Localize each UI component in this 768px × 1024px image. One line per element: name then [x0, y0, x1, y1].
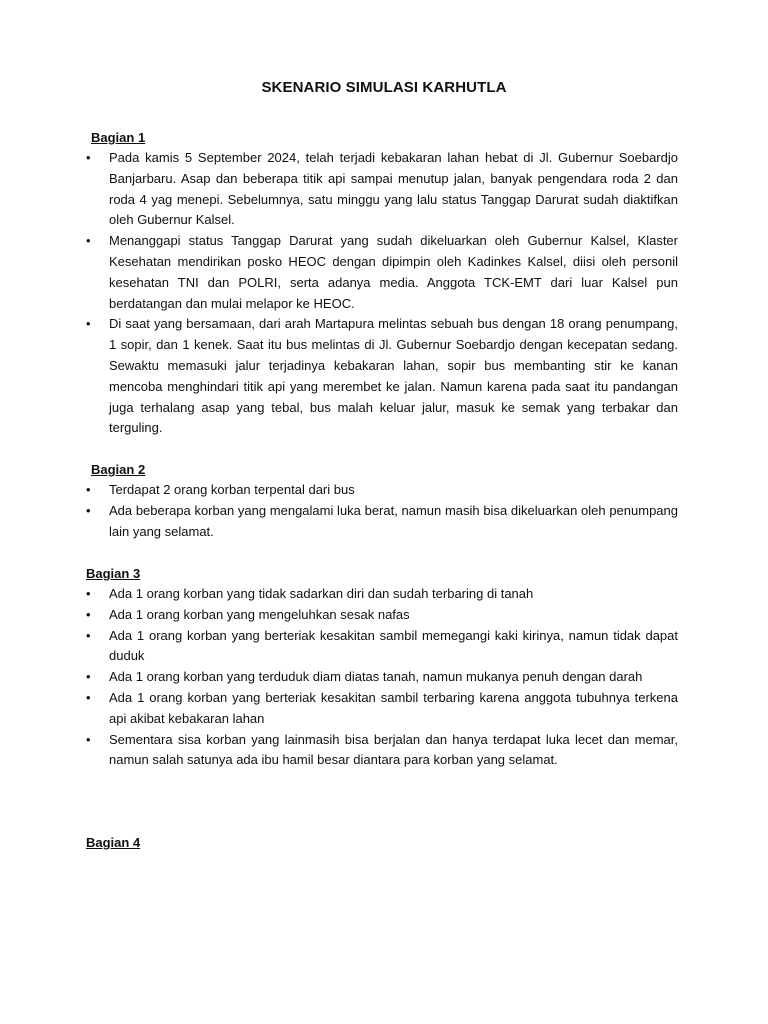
bullet-icon: • [86, 150, 91, 165]
bullet-list [86, 584, 678, 771]
list-item [86, 231, 678, 314]
list-item-text: Ada beberapa korban yang mengalami luka berat, namun masih bisa dikeluarkan oleh penumpang lain yang selamat. [109, 502, 678, 539]
bullet-icon: • [86, 233, 91, 249]
bullet-icon: • [86, 482, 91, 497]
bullet-icon: • [86, 502, 91, 518]
bullet-icon: • [86, 627, 91, 643]
bullet-icon: • [86, 731, 91, 747]
list-item [86, 480, 678, 501]
list-item [86, 148, 678, 231]
list-item-text: Terdapat 2 orang korban terpental dari bus [109, 482, 355, 497]
list-item-text: Ada 1 orang korban yang mengeluhkan sesak nafas [109, 606, 410, 622]
list-item-text: Sementara sisa korban yang lainmasih bisa berjalan dan hanya terdapat luka lecet dan memar, namun salah satunya ada ibu hamil besar diantara para korban yang selamat. [109, 731, 678, 768]
document-title: SKENARIO SIMULASI KARHUTLA [261, 79, 507, 96]
list-item [86, 730, 678, 772]
list-item [86, 314, 678, 439]
bullet-icon: • [86, 669, 91, 685]
section-heading: Bagian 3 [86, 566, 141, 581]
list-item [86, 688, 678, 730]
list-item-text: Di saat yang bersamaan, dari arah Martapura melintas sebuah bus dengan 18 orang penumpang, 1 sopir, dan 1 kenek. Saat itu bus melintas di Jl. Gubernur Soebardjo dengan kecepatan sedang. Sewaktu memasuki jalur terjadinya kebakaran lahan, sopir bus membanting stir ke kanan mencoba menghindari titik api yang merembet ke jalan. Namun karena pada saat itu pandangan juga terhalang asap yang tebal, bus malah keluar jalur, masuk ke semak yang terbakar dan terguling. [109, 316, 678, 436]
list-item-text: Ada 1 orang korban yang berteriak kesakitan sambil terbaring karena anggota tubuhnya terkena api akibat kebakaran lahan [109, 689, 678, 726]
section-heading: Bagian 1 [91, 130, 146, 145]
list-item [86, 667, 678, 688]
list-item-text: Ada 1 orang korban yang terduduk diam diatas tanah, namun mukanya penuh dengan darah [109, 669, 643, 685]
list-item [86, 501, 678, 543]
list-item [86, 626, 678, 668]
list-item-text: Ada 1 orang korban yang berteriak kesakitan sambil memegangi kaki kirinya, namun tidak dapat duduk [109, 627, 678, 664]
list-item-text: Menanggapi status Tanggap Darurat yang sudah dikeluarkan oleh Gubernur Kalsel, Klaster Kesehatan mendirikan posko HEOC dengan dipimpin oleh Kadinkes Kalsel, diisi oleh personil kesehatan TNI dan POLRI, serta adanya media. Anggota TCK-EMT dari luar Kalsel pun berdatangan dan mulai melapor ke HEOC. [109, 233, 678, 311]
list-item-text: Pada kamis 5 September 2024, telah terjadi kebakaran lahan hebat di Jl. Gubernur Soebardjo Banjarbaru. Asap dan beberapa titik api sampai menutup jalan, banyak pengendara roda 2 dan roda 4 yag menepi. Sebelumnya, satu minggu yang lalu status Tanggap Darurat sudah diaktifkan oleh Gubernur Kalsel. [109, 150, 678, 228]
bullet-icon: • [86, 689, 91, 705]
list-item [86, 584, 678, 605]
bullet-list [86, 480, 678, 542]
section-heading: Bagian 2 [91, 462, 146, 477]
list-item [86, 605, 678, 626]
bullet-list [86, 148, 678, 439]
section-heading: Bagian 4 [86, 835, 141, 850]
bullet-icon: • [86, 586, 91, 601]
bullet-icon: • [86, 606, 91, 622]
bullet-icon: • [86, 316, 91, 332]
list-item-text: Ada 1 orang korban yang tidak sadarkan diri dan sudah terbaring di tanah [109, 586, 534, 601]
